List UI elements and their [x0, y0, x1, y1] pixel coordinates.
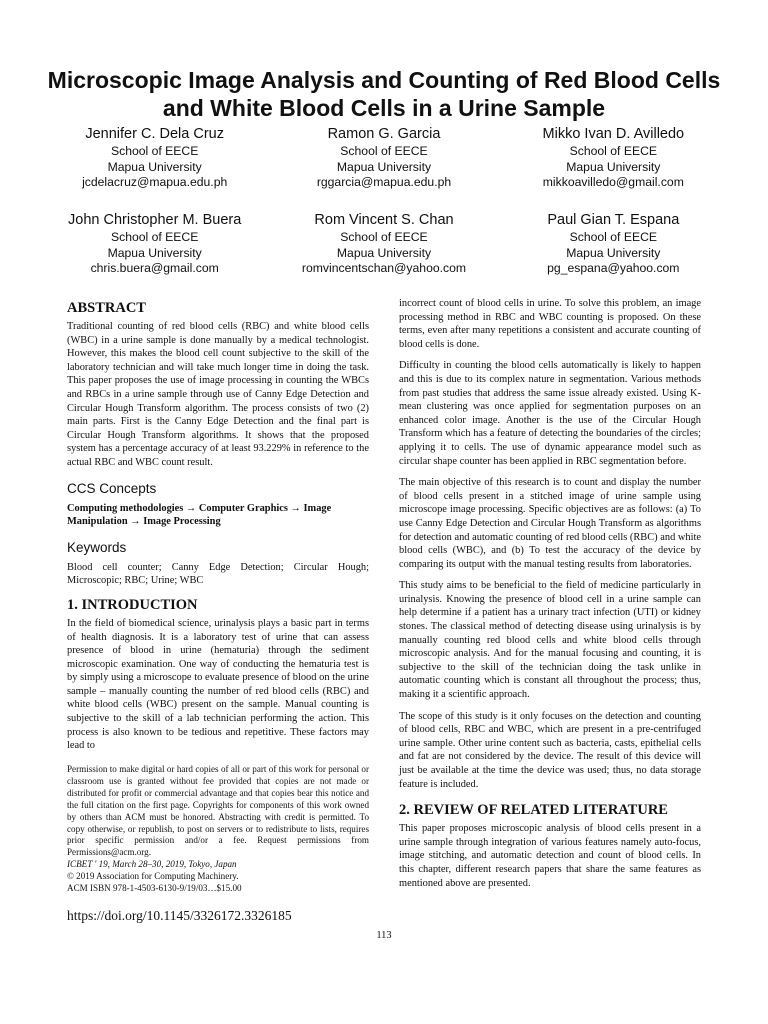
- paragraph: incorrect count of blood cells in urine. To solve this problem, an image processing method in RBC and WBC counting is proposed. On these terms, even after many repetitions a consistent and accurate counting of blood cells is done.: [399, 298, 701, 350]
- author-block: [269, 124, 498, 191]
- author-univ: Mapua University: [107, 245, 202, 260]
- author-dept: School of EECE: [110, 144, 199, 158]
- author-block: [40, 124, 269, 191]
- paragraph: The scope of this study is it only focuses on the detection and counting of blood cells, RBC and WBC, which are present in a pre-centrifuged urine sample. Other urine content such as bacteria, casts, epithelial cells and fat are not considered by the device. The result of this device will just be available at the time the device was used; thus, no data storage feature is included.: [399, 710, 701, 790]
- keywords-text: Blood cell counter; Canny Edge Detection; Circular Hough; Microscopic; RBC; Urine; WBC: [67, 561, 369, 587]
- left-column: [67, 297, 369, 761]
- author-email[interactable]: romvincentschan@yahoo.com: [301, 261, 467, 275]
- paragraph: Difficulty in counting the blood cells automatically is likely to happen and this is due to its complex nature in segmentation. Various methods from past studies that address the same issue already existed. Using K-mean clustering was once applied for segmentation purposes on an enhanced color image. Another is the use of the Circular Hough Transform which has a feature of detecting the boundaries of the circles; applying it to cells. The use of dynamic appearance model such as circular shape counter has been applied in RBC segmentation before.: [399, 360, 701, 467]
- author-row-1: [40, 124, 728, 191]
- author-name: John Christopher M. Buera: [68, 212, 242, 228]
- author-name: Ramon G. Garcia: [327, 126, 441, 142]
- author-row-2: [40, 210, 728, 277]
- page-number: 113: [376, 930, 392, 941]
- conference-info: ICBET ' 19, March 28–30, 2019, Tokyo, Japan: [67, 859, 237, 870]
- ccs-text: Computing methodologies → Computer Graphics → Image Manipulation → Image Processing: [67, 502, 332, 528]
- permission-text: Permission to make digital or hard copies of all or part of this work for personal or classroom use is granted without fee provided that copies are not made or distributed for profit or commercial advantage and that copies bear this notice and the full citation on the first page. Copyrights for components of this work owned by others than ACM must be honored. Abstracting with credit is permitted. To copy otherwise, or republish, to post on servers or to redistribute to lists, requires prior specific permission and/or a fee. Request permissions from Permissions@acm.org.: [67, 764, 369, 858]
- literature-heading: 2. REVIEW OF RELATED LITERATURE: [399, 802, 668, 819]
- author-email[interactable]: jcdelacruz@mapua.edu.ph: [82, 175, 228, 189]
- author-univ: Mapua University: [566, 245, 661, 260]
- abstract-heading: ABSTRACT: [67, 300, 146, 316]
- ccs-heading: CCS Concepts: [67, 480, 157, 496]
- author-email[interactable]: pg_espana@yahoo.com: [547, 261, 680, 275]
- author-univ: Mapua University: [336, 159, 432, 174]
- author-dept: School of EECE: [569, 230, 658, 244]
- author-name: Rom Vincent S. Chan: [314, 212, 454, 228]
- author-email[interactable]: mikkoavilledo@gmail.com: [542, 175, 684, 189]
- introduction-text: In the field of biomedical science, urinalysis plays a basic part in terms of health diagnosis. It is a laboratory test of urine that can assess presence of blood in urine (hematuria) through the sediment microscopic examination. One way of conducting the hematuria test is by simply using a microscope to evaluate presence of blood on the urine sample – manually counting the number of red blood cells (RBC) and white blood cells (WBC) present on the sample. Manual counting is subjective to the skill of a lab technician performing the action. This process is also known to be tedious and repetitive. These factors may lead to: [67, 617, 369, 752]
- author-univ: Mapua University: [336, 245, 432, 260]
- paper-title: Microscopic Image Analysis and Counting of Red Blood Cells and White Blood Cells in a Urine Sample: [47, 67, 721, 121]
- paragraph: The main objective of this research is to count and display the number of blood cells present in a stitched image of urine sample using microscope image processing. Specific objectives are as follows: (a) To use Canny Edge Detection and Circular Hough Transform as algorithms for detection and automatic counting of red blood cells (RBC) and white blood cells (WBC), and (b) To test the accuracy of the device by comparing its output with the manual testing results from laboratories.: [399, 477, 701, 570]
- keywords-heading: Keywords: [67, 539, 127, 555]
- author-dept: School of EECE: [110, 230, 199, 244]
- author-block: [499, 124, 728, 191]
- author-dept: School of EECE: [340, 144, 428, 158]
- author-univ: Mapua University: [566, 159, 661, 174]
- author-block: [499, 210, 728, 277]
- author-name: Jennifer C. Dela Cruz: [85, 126, 224, 142]
- author-name: Paul Gian T. Espana: [547, 212, 680, 228]
- isbn-line: ACM ISBN 978-1-4503-6130-9/19/03…$15.00: [67, 883, 242, 894]
- introduction-heading: 1. INTRODUCTION: [67, 596, 198, 613]
- copyright-line: © 2019 Association for Computing Machinery.: [67, 871, 239, 882]
- author-block: [40, 210, 269, 277]
- author-email[interactable]: rggarcia@mapua.edu.ph: [316, 175, 452, 189]
- permission-notice: [67, 764, 369, 895]
- author-block: [269, 210, 498, 277]
- author-dept: School of EECE: [340, 230, 428, 244]
- right-column: [399, 297, 701, 898]
- paragraph: This paper proposes microscopic analysis of blood cells present in a urine sample through integration of various features namely auto-focus, image stitching, and automatic detection and count of blood cells. In this chapter, different research papers that share the same features as mentioned above are presented.: [399, 823, 701, 889]
- author-email[interactable]: chris.buera@gmail.com: [90, 261, 219, 275]
- abstract-text: Traditional counting of red blood cells (RBC) and white blood cells (WBC) in a urine sample is done manually by a medical technologist. However, this makes the blood cell count subjective to the skill of the laboratory technician and will take much longer time in doing the task. This paper proposes the use of image processing in counting the WBCs and RBCs in a urine sample through use of Canny Edge Detection and Circular Hough Transform algorithm. The process consists of two (2) main parts. First is the Canny Edge Detection and the final part is Circular Hough Transform algorithms. It shows that the proposed system has a percentage accuracy of at least 93.229% in reference to the actual RBC and WBC count result.: [67, 321, 369, 468]
- author-name: Mikko Ivan D. Avilledo: [542, 126, 685, 142]
- author-dept: School of EECE: [569, 144, 658, 158]
- author-univ: Mapua University: [107, 159, 202, 174]
- paragraph: This study aims to be beneficial to the field of medicine particularly in urinalysis. Knowing the presence of blood cell in a urine sample can help determine if a patient has a urinary tract infection (UTI) or kidney stones. The classical method of detecting disease using urinalysis is by manually counting red blood cells and white blood cells through microscopic analysis. And for the manual focusing and counting, it is subjective to the skill of the technician doing the task unlike in automatic counting which is constant all throughout the process; thus, making it a scientific approach.: [399, 580, 701, 701]
- doi-link[interactable]: https://doi.org/10.1145/3326172.3326185: [67, 908, 292, 923]
